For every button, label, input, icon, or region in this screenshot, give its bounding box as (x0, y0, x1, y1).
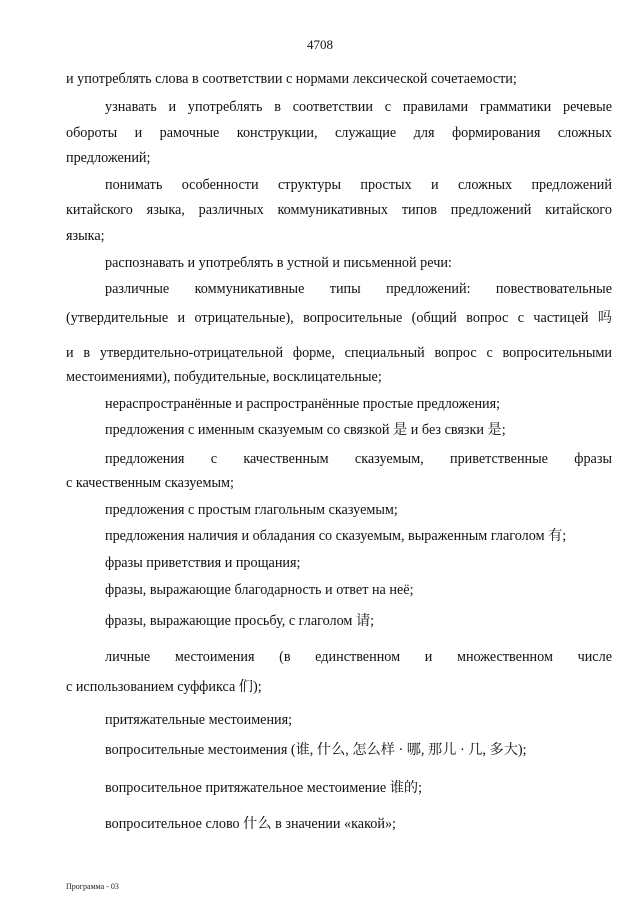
text-line: предложений; (66, 150, 151, 166)
text-line: притяжательные местоимения; (105, 712, 293, 728)
text-line: вопросительное слово 什么 в значении «какой»; (105, 816, 396, 832)
text-line: личные местоимения (в единственном и множественном числе (105, 649, 612, 665)
page-number: 4708 (307, 37, 333, 52)
text-line: предложения наличия и обладания со сказуемым, выраженным глаголом 有; (105, 528, 567, 544)
text-line: вопросительное притяжательное местоимение 谁的; (105, 780, 423, 796)
text-line: фразы, выражающие благодарность и ответ на неё; (105, 582, 414, 598)
text-line: с использованием суффикса 们); (66, 679, 262, 695)
text-line: фразы, выражающие просьбу, с глаголом 请; (105, 613, 375, 629)
text-line: фразы приветствия и прощания; (105, 555, 301, 571)
text-line: китайского языка, различных коммуникативных типов предложений китайского (66, 202, 612, 218)
text-line: с качественным сказуемым; (66, 475, 234, 491)
footer-label: Программа - 03 (66, 882, 119, 891)
text-line: предложения с качественным сказуемым, приветственные фразы (105, 451, 612, 467)
text-line: (утвердительные и отрицательные), вопросительные (общий вопрос с частицей 吗 (66, 310, 612, 326)
text-line: различные коммуникативные типы предложений: повествовательные (105, 281, 612, 297)
text-line: вопросительные местоимения (谁, 什么, 怎么样 · 哪, 那儿 · 几, 多大); (105, 742, 527, 758)
text-line: предложения с именным сказуемым со связкой 是 и без связки 是; (105, 422, 506, 438)
text-line: предложения с простым глагольным сказуемым; (105, 502, 398, 518)
text-line: понимать особенности структуры простых и сложных предложений (105, 177, 612, 193)
text-line: распознавать и употреблять в устной и письменной речи: (105, 255, 452, 271)
text-line: узнавать и употреблять в соответствии с правилами грамматики речевые (105, 99, 612, 115)
text-line: нераспространённые и распространённые простые предложения; (105, 396, 501, 412)
text-line: местоимениями), побудительные, восклицательные; (66, 369, 382, 385)
text-line: и в утвердительно-отрицательной форме, специальный вопрос с вопросительными (66, 345, 612, 361)
text-line: обороты и рамочные конструкции, служащие для формирования сложных (66, 125, 612, 141)
text-line: языка; (66, 228, 105, 244)
text-line: и употреблять слова в соответствии с нормами лексической сочетаемости; (66, 71, 517, 87)
